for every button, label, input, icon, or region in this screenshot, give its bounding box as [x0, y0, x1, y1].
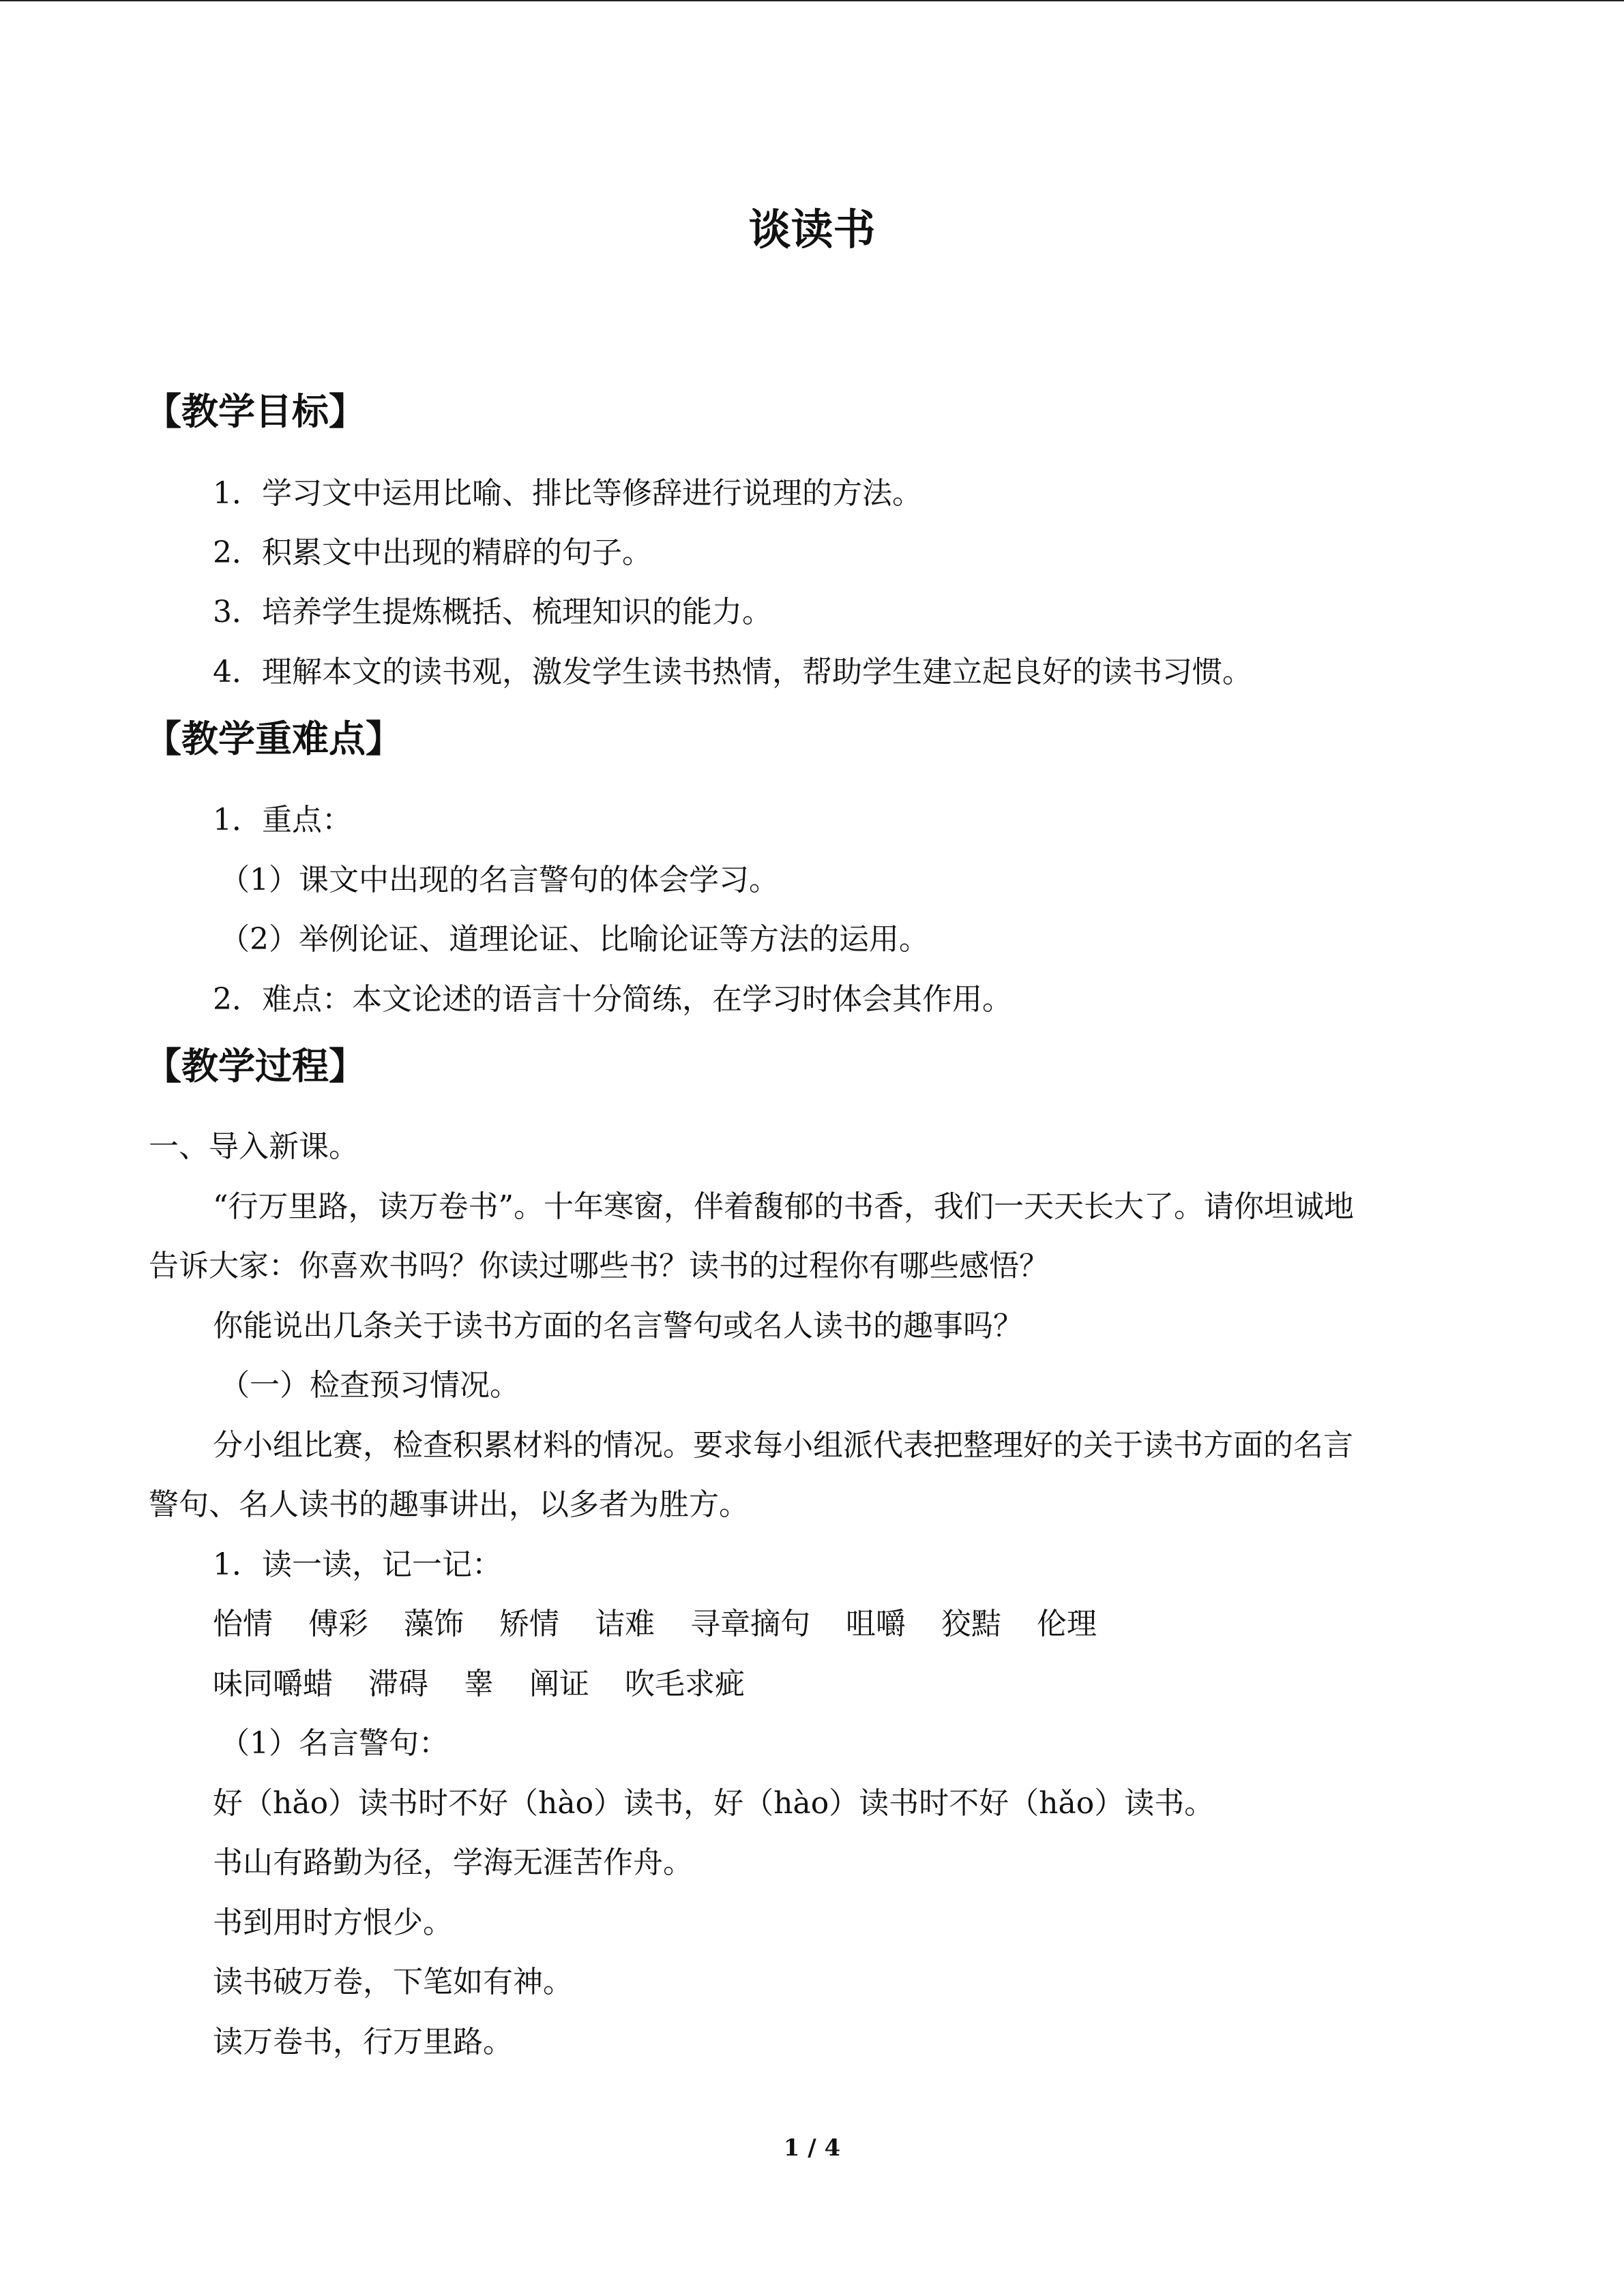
objective-item-1: 1．学习文中运用比喻、排比等修辞进行说理的方法。 — [213, 476, 922, 511]
vocab-word: 狡黠 — [941, 1607, 1001, 1641]
paragraph-2: 你能说出几条关于读书方面的名言警句或名人读书的趣事吗？ — [213, 1309, 1023, 1343]
vocab-word: 味同嚼蜡 — [213, 1667, 333, 1701]
quote-2: 书山有路勤为径，学海无涯苦作舟。 — [213, 1845, 693, 1880]
key-point-sub-1: （1）课文中出现的名言警句的体会学习。 — [220, 863, 779, 897]
objective-item-2: 2．积累文中出现的精辟的句子。 — [213, 535, 652, 570]
top-border — [0, 0, 1624, 1]
process-part-1: 一、导入新课。 — [149, 1129, 359, 1164]
key-point-1: 1．重点： — [213, 803, 352, 837]
page-number: 1 / 4 — [783, 2134, 841, 2162]
vocab-word: 滞碍 — [368, 1667, 428, 1701]
quote-1: 好（hǎo）读书时不好（hào）读书，好（hào）读书时不好（hǎo）读书。 — [213, 1786, 1215, 1821]
read-heading: 1．读一读，记一记： — [213, 1547, 502, 1582]
section-heading-objectives: 【教学目标】 — [145, 390, 366, 433]
quote-3: 书到用时方恨少。 — [213, 1905, 453, 1940]
vocab-word: 咀嚼 — [846, 1607, 906, 1641]
page-title: 谈读书 — [748, 205, 876, 254]
quote-5: 读万卷书，行万里路。 — [213, 2025, 513, 2059]
section-heading-key-points: 【教学重难点】 — [145, 717, 402, 760]
vocabulary-row-1 — [213, 1607, 1097, 1643]
vocab-word: 寻章摘句 — [690, 1607, 810, 1641]
quote-4: 读书破万卷，下笔如有神。 — [213, 1965, 573, 1999]
vocabulary-row-2 — [213, 1667, 745, 1703]
vocab-word: 睾 — [464, 1667, 494, 1701]
key-point-2: 2．难点：本文论述的语言十分简练，在学习时体会其作用。 — [213, 982, 1012, 1017]
paragraph-1-line-1: “行万里路，读万卷书”。十年寒窗，伴着馥郁的书香，我们一天天长大了。请你坦诚地 — [213, 1189, 1354, 1224]
objective-item-4: 4．理解本文的读书观，激发学生读书热情，帮助学生建立起良好的读书习惯。 — [213, 655, 1252, 689]
sub-heading-preview: （一）检查预习情况。 — [220, 1368, 520, 1403]
section-heading-process: 【教学过程】 — [145, 1045, 366, 1088]
paragraph-3-line-2: 警句、名人读书的趣事讲出，以多者为胜方。 — [149, 1487, 749, 1522]
vocab-word: 诘难 — [595, 1607, 655, 1641]
paragraph-3-line-1: 分小组比赛，检查积累材料的情况。要求每小组派代表把整理好的关于读书方面的名言 — [213, 1428, 1353, 1463]
vocab-word: 伦理 — [1037, 1607, 1097, 1641]
objective-item-3: 3．培养学生提炼概括、梳理知识的能力。 — [213, 595, 772, 629]
vocab-word: 怡情 — [213, 1607, 273, 1641]
paragraph-1-line-2: 告诉大家：你喜欢书吗？你读过哪些书？读书的过程你有哪些感悟？ — [149, 1249, 1049, 1283]
vocab-word: 阐证 — [529, 1667, 589, 1701]
vocab-word: 藻饰 — [404, 1607, 464, 1641]
vocab-word: 吹毛求疵 — [625, 1667, 745, 1701]
vocab-word: 傅彩 — [308, 1607, 368, 1641]
key-point-sub-2: （2）举例论证、道理论证、比喻论证等方法的运用。 — [220, 922, 929, 957]
quotes-heading: （1）名言警句： — [220, 1726, 449, 1761]
vocab-word: 矫情 — [499, 1607, 559, 1641]
